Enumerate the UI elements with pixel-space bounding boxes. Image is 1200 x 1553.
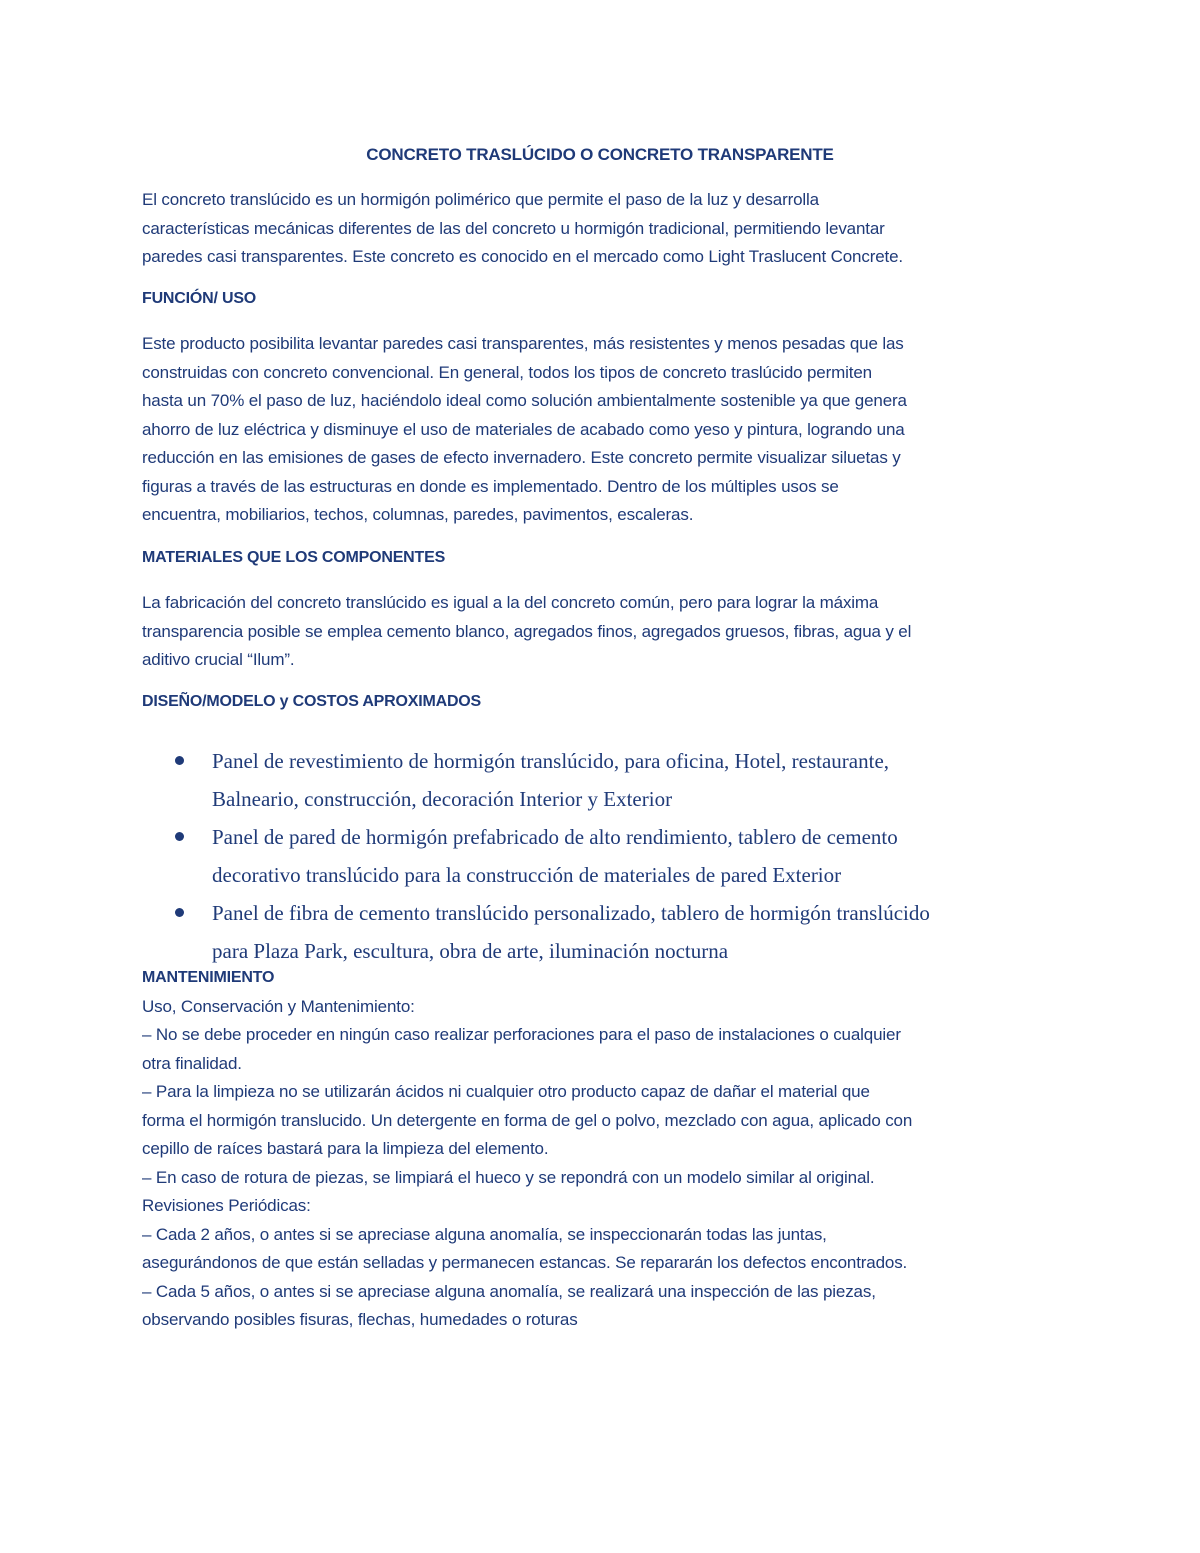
bullet-line: Panel de fibra de cemento translúcido personalizado, tablero de hormigón translúcido [212, 901, 930, 925]
funcion-heading: FUNCIÓN/ USO [142, 290, 257, 307]
mantenimiento-line: Revisiones Periódicas: [142, 1196, 311, 1215]
bullet-icon [175, 908, 184, 917]
materiales-line: La fabricación del concreto translúcido es igual a la del concreto común, pero para lograr la máxima [142, 593, 879, 612]
materiales-heading: MATERIALES QUE LOS COMPONENTES [142, 549, 446, 566]
mantenimiento-line: – Para la limpieza no se utilizarán ácidos ni cualquier otro producto capaz de dañar el material que [142, 1082, 870, 1101]
bullet-line: decorativo translúcido para la construcción de materiales de pared Exterior [212, 863, 842, 887]
mantenimiento-line: – Cada 2 años, o antes si se apreciase alguna anomalía, se inspeccionarán todas las juntas, [142, 1224, 827, 1244]
intro-line: características mecánicas diferentes de las del concreto u hormigón tradicional, permitiendo levantar [142, 218, 885, 238]
mantenimiento-line: – Cada 5 años, o antes si se apreciase alguna anomalía, se realizará una inspección de las piezas, [142, 1281, 876, 1301]
intro-line: El concreto translúcido es un hormigón polimérico que permite el paso de la luz y desarrolla [142, 190, 819, 209]
intro-paragraph [142, 186, 1067, 272]
funcion-line: reducción en las emisiones de gases de efecto invernadero. Este concreto permite visualizar siluetas y [142, 448, 901, 467]
list-item [142, 894, 1062, 970]
mantenimiento-line: cepillo de raíces bastará para la limpieza del elemento. [142, 1139, 549, 1158]
mantenimiento-line: observando posibles fisuras, flechas, humedades o roturas [142, 1310, 578, 1329]
mantenimiento-line: – En caso de rotura de piezas, se limpiará el hueco y se repondrá con un modelo similar al original. [142, 1167, 875, 1187]
funcion-line: construidas con concreto convencional. En general, todos los tipos de concreto traslúcido permiten [142, 362, 872, 382]
diseno-heading: DISEÑO/MODELO y COSTOS APROXIMADOS [142, 693, 482, 710]
diseno-bullet-list [142, 742, 1062, 970]
mantenimiento-section [142, 964, 1067, 1335]
funcion-line: Este producto posibilita levantar paredes casi transparentes, más resistentes y menos pesadas que las [142, 334, 904, 353]
mantenimiento-line: – No se debe proceder en ningún caso realizar perforaciones para el paso de instalaciones o cualquier [142, 1025, 901, 1044]
document-title: CONCRETO TRASLÚCIDO O CONCRETO TRANSPARENTE [366, 145, 834, 164]
mantenimiento-line: otra finalidad. [142, 1053, 242, 1073]
funcion-line: hasta un 70% el paso de luz, haciéndolo ideal como solución ambientalmente sostenible ya que genera [142, 391, 907, 410]
bullet-icon [175, 832, 184, 841]
intro-line: paredes casi transparentes. Este concreto es conocido en el mercado como Light Traslucent Concrete. [142, 247, 903, 266]
mantenimiento-line: Uso, Conservación y Mantenimiento: [142, 996, 415, 1016]
funcion-line: figuras a través de las estructuras en donde es implementado. Dentro de los múltiples usos se [142, 476, 839, 496]
bullet-line: Balneario, construcción, decoración Interior y Exterior [212, 787, 673, 811]
bullet-line: Panel de pared de hormigón prefabricado de alto rendimiento, tablero de cemento [212, 825, 898, 849]
list-item [142, 742, 1062, 818]
list-item [142, 818, 1062, 894]
funcion-line: encuentra, mobiliarios, techos, columnas, paredes, pavimentos, escaleras. [142, 505, 694, 524]
funcion-line: ahorro de luz eléctrica y disminuye el uso de materiales de acabado como yeso y pintura, logrando una [142, 419, 905, 439]
materiales-line: aditivo crucial “Ilum”. [142, 650, 295, 669]
mantenimiento-line: forma el hormigón translucido. Un detergente en forma de gel o polvo, mezclado con agua, aplicado con [142, 1110, 913, 1130]
materiales-line: transparencia posible se emplea cemento blanco, agregados finos, agregados gruesos, fibras, agua y el [142, 621, 912, 641]
bullet-icon [175, 756, 184, 765]
bullet-line: Panel de revestimiento de hormigón translúcido, para oficina, Hotel, restaurante, [212, 749, 890, 773]
mantenimiento-line: asegurándonos de que están selladas y permanecen estancas. Se repararán los defectos encontrados. [142, 1253, 908, 1272]
bullet-line: para Plaza Park, escultura, obra de arte, iluminación nocturna [212, 939, 729, 963]
funcion-paragraph [142, 330, 1067, 530]
materiales-paragraph [142, 589, 1067, 675]
mantenimiento-heading: MANTENIMIENTO [142, 969, 275, 986]
